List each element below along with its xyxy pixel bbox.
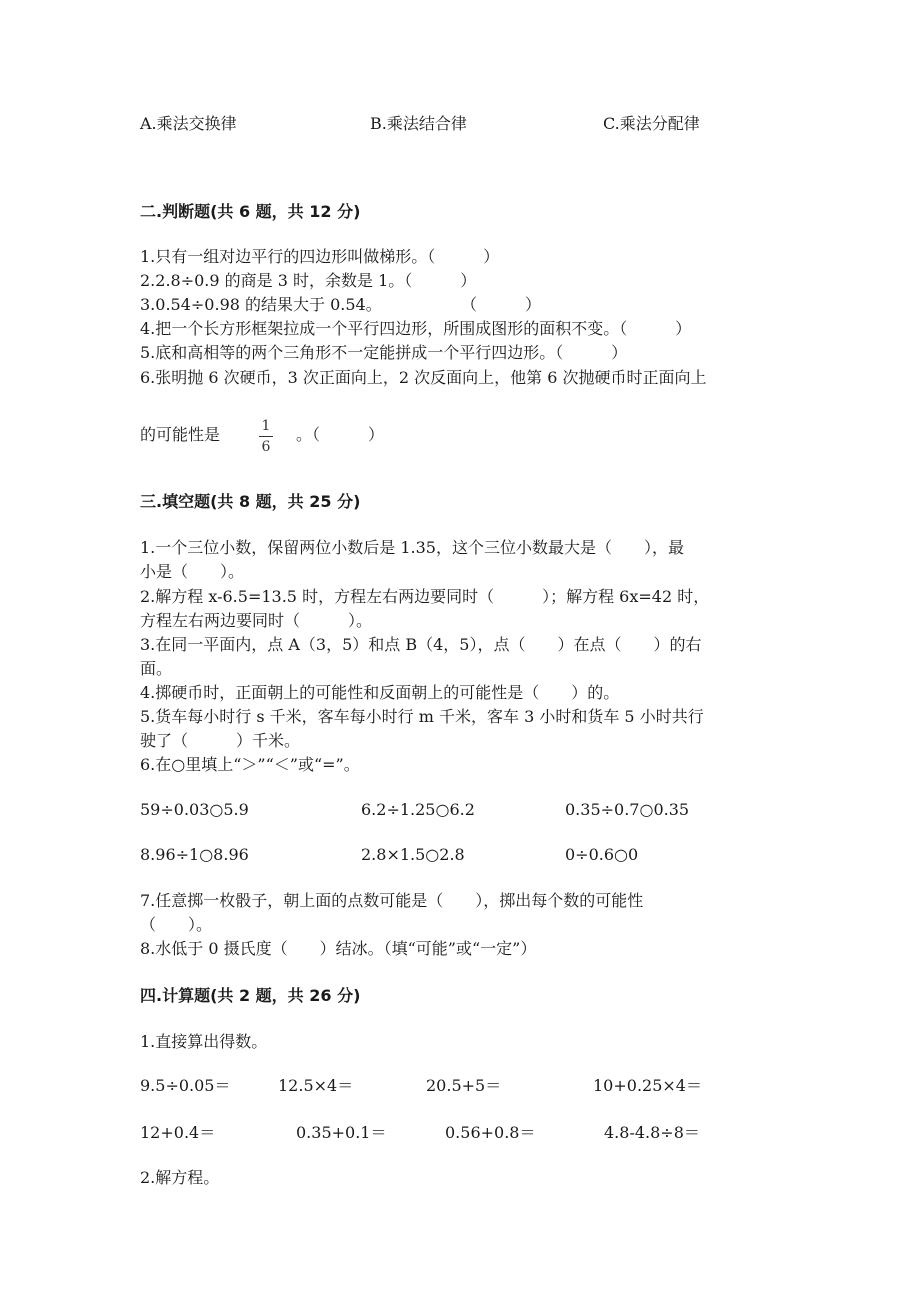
compare-item: 59÷0.03○5.9 — [140, 800, 249, 819]
fill-line: （ ）。 — [140, 915, 213, 934]
compare-item: 0÷0.6○0 — [565, 845, 639, 864]
calc-item: 0.35+0.1＝ — [296, 1123, 387, 1142]
calc-item: 0.56+0.8＝ — [445, 1123, 536, 1142]
compare-item: 8.96÷1○8.96 — [140, 845, 249, 864]
fill-line: 7.任意掷一枚骰子，朝上面的点数可能是（ ），掷出每个数的可能性 — [140, 891, 644, 910]
judge-item-1: 1.只有一组对边平行的四边形叫做梯形。（ ） — [140, 247, 500, 266]
fill-line: 驶了（ ）千米。 — [140, 731, 301, 750]
judge-item-3-blank: （ ） — [461, 295, 542, 314]
fraction-bar — [259, 436, 273, 437]
judge-item-6-blank: 。（ ） — [296, 425, 385, 444]
calc-question-2: 2.解方程。 — [140, 1168, 220, 1187]
calc-item: 10+0.25×4＝ — [593, 1076, 702, 1095]
judge-item-5: 5.底和高相等的两个三角形不一定能拼成一个平行四边形。（ ） — [140, 343, 628, 362]
option-a: A.乘法交换律 — [140, 114, 237, 133]
calc-item: 20.5+5＝ — [426, 1076, 502, 1095]
fraction-denominator: 6 — [261, 439, 271, 455]
fill-line: 6.在○里填上“＞”“＜”或“=”。 — [140, 755, 360, 774]
fill-line: 方程左右两边要同时（ ）。 — [140, 611, 373, 630]
compare-item: 6.2÷1.25○6.2 — [361, 800, 475, 819]
calc-item: 9.5÷0.05＝ — [140, 1076, 231, 1095]
fill-line: 1.一个三位小数，保留两位小数后是 1.35，这个三位小数最大是（ ），最 — [140, 538, 684, 557]
calc-question-1: 1.直接算出得数。 — [140, 1032, 268, 1051]
fill-line: 小是（ ）。 — [140, 562, 245, 581]
section3-title: 三.填空题(共 8 题，共 25 分) — [140, 492, 361, 511]
fill-line: 4.掷硬币时，正面朝上的可能性和反面朝上的可能性是（ ）的。 — [140, 683, 620, 702]
judge-item-6-cont: 的可能性是 — [140, 425, 221, 444]
fraction-numerator: 1 — [261, 418, 271, 434]
calc-item: 4.8-4.8÷8＝ — [604, 1123, 700, 1142]
fill-line: 面。 — [140, 659, 173, 678]
judge-item-2: 2.2.8÷0.9 的商是 3 时，余数是 1。（ ） — [140, 271, 477, 290]
option-b: B.乘法结合律 — [370, 114, 467, 133]
judge-item-6: 6.张明抛 6 次硬币，3 次正面向上，2 次反面向上，他第 6 次抛硬币时正面向上 — [140, 368, 707, 387]
fill-line: 3.在同一平面内，点 A（3，5）和点 B（4，5），点（ ）在点（ ）的右 — [140, 635, 702, 654]
fill-line: 8.水低于 0 摄氏度（ ）结冰。（填“可能”或“一定”） — [140, 939, 537, 958]
calc-item: 12.5×4＝ — [278, 1076, 354, 1095]
fraction-one-sixth — [259, 418, 273, 455]
section2-title: 二.判断题(共 6 题，共 12 分) — [140, 202, 361, 221]
option-c: C.乘法分配律 — [603, 114, 700, 133]
compare-item: 0.35÷0.7○0.35 — [565, 800, 690, 819]
judge-item-4: 4.把一个长方形框架拉成一个平行四边形，所围成图形的面积不变。（ ） — [140, 319, 692, 338]
fill-line: 2.解方程 x-6.5=13.5 时，方程左右两边要同时（ ）；解方程 6x=42 时， — [140, 587, 710, 606]
judge-item-3: 3.0.54÷0.98 的结果大于 0.54。 — [140, 295, 382, 314]
fill-line: 5.货车每小时行 s 千米，客车每小时行 m 千米，客车 3 小时和货车 5 小时共行 — [140, 707, 704, 726]
section4-title: 四.计算题(共 2 题，共 26 分) — [140, 986, 361, 1005]
calc-item: 12+0.4＝ — [140, 1123, 216, 1142]
compare-item: 2.8×1.5○2.8 — [361, 845, 465, 864]
